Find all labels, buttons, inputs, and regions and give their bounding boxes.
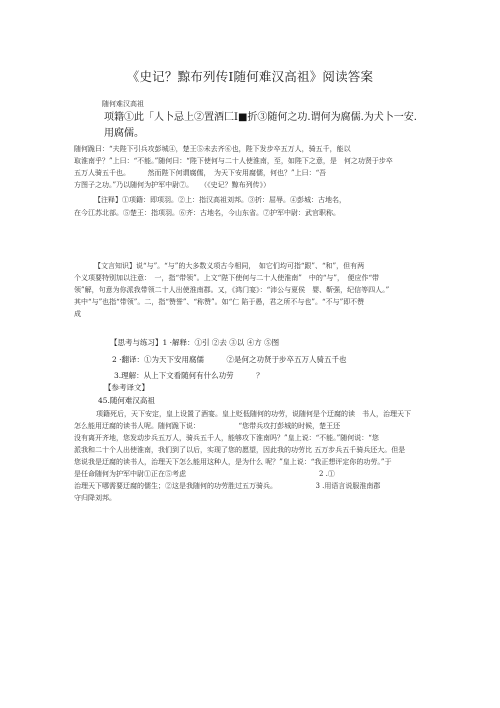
exercise-header: 【思考与练习】1 ·解释：①引 ②去 ③以 ④方 ⑤图 <box>110 338 280 347</box>
reference-header: 【参考译文】 <box>104 383 149 392</box>
passage-line: 方图子之功。”乃以随何为护军中尉⑦。 （《史记？黥布列传》） <box>74 181 271 189</box>
document-title: 《史记？黥布列传Ⅰ随何难汉高祖》阅读答案 <box>126 69 374 84</box>
knowledge-line: 其中“与”也指“带领”。二，指“赞誉”、“称赞”。如“仁 陷于愚，君之所不与也”。“不与”即不赞 <box>74 298 365 306</box>
exercise-item: 3.理解：从上下文看随何有什么功劳 ？ <box>114 371 264 380</box>
annotation-line: 【注释】①项籍：即项羽。②上：指汉高祖刘邦。③折：屈辱。④彭城：古地名， <box>94 196 346 204</box>
translation-line: 治理天下哪需要迂腐的儒生；②这是我随何的功劳胜过五万骑兵。 3 .用语言说服淮南郡 <box>74 482 381 490</box>
knowledge-line: 领”解，句意为你派我带领二十人出使淮南郡。又，《鸿门宴》：“沛公与夏侯 婴、靳强，纪信等四人。” <box>74 286 390 294</box>
translation-line: 项籍死后，天下安定，皇上设置了酒宴。皇上贬低随何的功劳，说随何是个迂腐的读 书人，治理天下 <box>96 410 411 418</box>
exercise-item: 2 ·翻译：①为天下安用腐儒 ②是何之功贤于步卒五万人骑五千也 <box>112 355 347 364</box>
translation-line: 怎么能用迂腐的读书人呢。随何跪下说： “您带兵攻打彭城的时候，楚王还 <box>74 422 341 430</box>
passage-line: 随何跪曰：“夫陛下引兵攻彭城④，楚王⑤未去齐⑥也，陛下发步卒五万人，骑五千，能以 <box>74 145 351 153</box>
translation-line: 没有离开齐地，您发动步兵五万人，骑兵五千人，能够攻下淮南吗？”皇上说：“不能。”随何说：“您 <box>74 434 379 442</box>
passage-label: 随何难汉高祖 <box>102 100 144 108</box>
intro-line: 项籍①此「人卜忌上②置酒匚Ⅰ■折③随何之功.谓何为腐儒.为犬卜一安. <box>104 112 417 123</box>
translation-line: 是任命随何为护军中尉①正在⑤考虑 2 .① <box>74 470 335 478</box>
intro-line: 用腐儒。 <box>104 128 144 139</box>
annotation-line: 在今江苏北部。⑤楚王：指项羽。⑥齐：古地名，今山东省。⑦护军中尉：武官职称。 <box>74 209 340 217</box>
translation-line: 您说我是迂腐的读书人，治理天下怎么能用这种人，是为什么 呢？”皇上说：“我正想评定你的功劳。”于 <box>74 458 392 466</box>
knowledge-line: 【文言知识】说“与”。“与”的大多数义项古今相同， 如它们均可指“跟”、“和”，但有两 <box>94 262 365 270</box>
passage-line: 取淮南乎？”上曰：“不能。”随何曰：“陛下使何与二十人使淮南，至，如陛下之意，是 何之功贤于步卒 <box>74 157 393 165</box>
knowledge-line: 成 <box>74 310 81 318</box>
knowledge-line: 个义项要特别加以注意： 一，指“带领”。上文“陛下使何与二十人使淮南” 中的“与”， 便应作“带 <box>74 274 380 282</box>
passage-line: 五万人骑五千也。 然而陛下何谓腐儒， 为天下安用腐儒，何也？”上曰：“吾 <box>74 169 327 177</box>
translation-line: 守归降刘邦。 <box>74 494 116 502</box>
reference-title: 45.随何难汉高祖 <box>98 396 155 405</box>
translation-line: 派我和二十个人出使淮南，我们到了以后，实现了您的愿望，因此我的功劳比 五万步兵五千骑兵还大。但是 <box>74 446 406 454</box>
